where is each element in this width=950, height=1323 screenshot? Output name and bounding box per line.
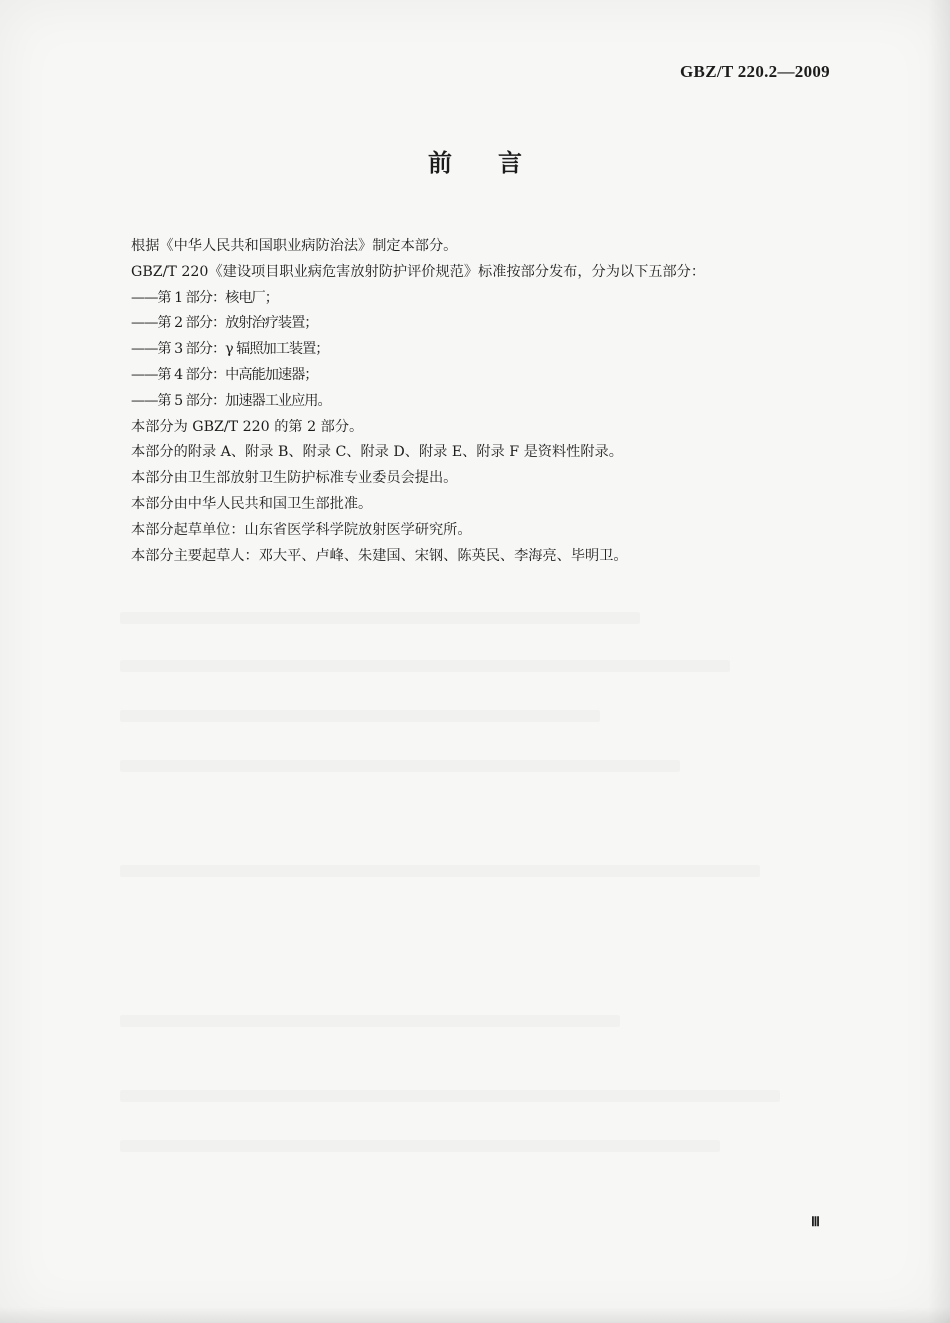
page-number: Ⅲ <box>811 1214 820 1229</box>
show-through-mark <box>120 660 730 672</box>
show-through-mark <box>120 710 600 722</box>
page-edge-shadow <box>928 0 950 1323</box>
show-through-mark <box>120 1140 720 1152</box>
paragraph-line: 本部分的附录 A、附录 B、附录 C、附录 D、附录 E、附录 F 是资料性附录。 <box>131 444 623 461</box>
paragraph-line: 本部分主要起草人：邓大平、卢峰、朱建国、宋钢、陈英民、李海亮、毕明卫。 <box>131 547 628 564</box>
show-through-mark <box>120 1090 780 1102</box>
list-item: ——第 4 部分：中高能加速器； <box>131 366 318 383</box>
show-through-mark <box>120 612 640 624</box>
list-item: ——第 5 部分：加速器工业应用。 <box>131 392 331 409</box>
paragraph-line: GBZ/T 220《建设项目职业病危害放射防护评价规范》标准按部分发布，分为以下五部分： <box>131 263 706 280</box>
page-title: 前言 <box>428 149 568 177</box>
page-bottom-shadow <box>0 1307 950 1323</box>
paragraph-line: 本部分为 GBZ/T 220 的第 2 部分。 <box>131 418 364 435</box>
list-item: ——第 2 部分：放射治疗装置； <box>131 315 318 332</box>
foreword-body <box>131 234 831 569</box>
list-item: ——第 1 部分：核电厂； <box>131 289 278 306</box>
paragraph-line: 本部分由中华人民共和国卫生部批准。 <box>131 495 373 512</box>
show-through-mark <box>120 760 680 772</box>
paragraph-line: 根据《中华人民共和国职业病防治法》制定本部分。 <box>131 238 458 254</box>
show-through-mark <box>120 865 760 877</box>
paragraph-line: 本部分起草单位：山东省医学科学院放射医学研究所。 <box>131 521 472 538</box>
show-through-mark <box>120 1015 620 1027</box>
document-number: GBZ/T 220.2—2009 <box>680 62 830 81</box>
list-item: ——第 3 部分：γ 辐照加工装置； <box>131 341 329 358</box>
paragraph-line: 本部分由卫生部放射卫生防护标准专业委员会提出。 <box>131 470 458 487</box>
